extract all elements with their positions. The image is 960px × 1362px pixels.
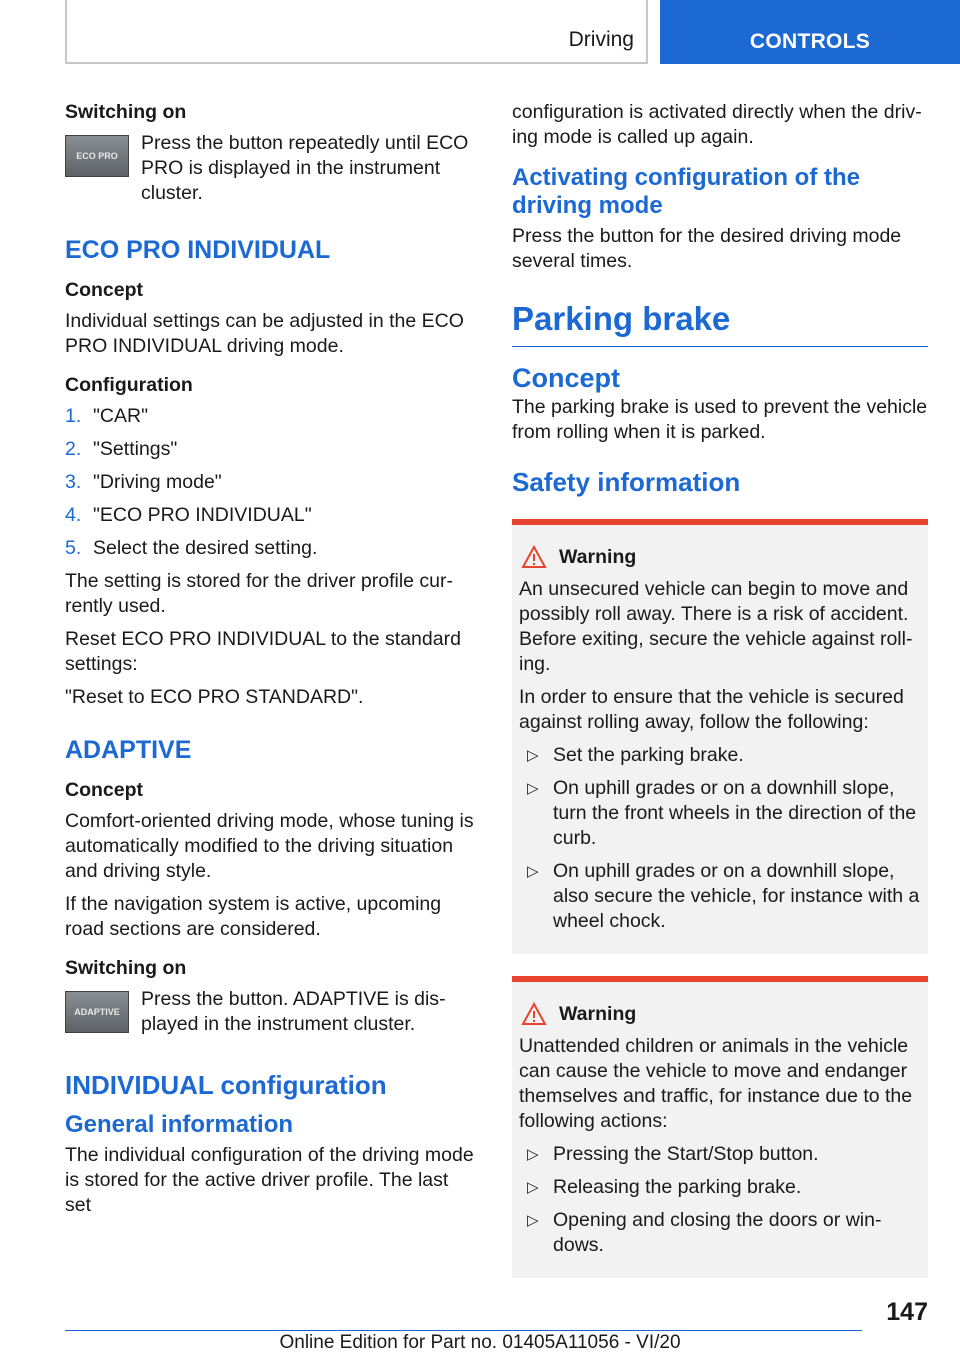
step-item: 5. Select the desired setting. <box>65 537 318 559</box>
left-column <box>65 100 477 1226</box>
activating-configuration-heading: Activating configuration of the driving mode <box>512 164 860 219</box>
general-text: The individual configuration of the driving mode is stored for the active driver profile. The last set <box>65 1144 474 1216</box>
parking-brake-heading: Parking brake <box>512 300 731 337</box>
switching-on-heading: Switching on <box>65 101 187 123</box>
continued-text: configuration is activated directly when the driving mode is called up again. <box>512 101 922 148</box>
safety-information-heading: Safety information <box>512 467 741 497</box>
warning-1-text-1: An unsecured vehicle can begin to move and possibly roll away. There is a risk of accident. Before exiting, secure the vehicle against rolling. <box>519 578 913 675</box>
bullet-triangle-icon: ▷ <box>527 780 539 797</box>
warning-triangle-icon <box>521 545 547 569</box>
bullet-item: ▷ Releasing the parking brake. <box>519 1175 920 1200</box>
page-number: 147 <box>886 1298 928 1326</box>
reset-value: "Reset to ECO PRO STANDARD". <box>65 686 364 708</box>
eco-pro-button-row <box>65 131 477 206</box>
bullet-item: ▷ On uphill grades or on a downhill slope, turn the front wheels in the direction of the curb. <box>519 776 920 851</box>
adaptive-concept-heading: Concept <box>65 779 143 801</box>
header-section-box <box>65 0 648 64</box>
stored-text: The setting is stored for the driver profile currently used. <box>65 570 453 617</box>
warning-1-bullets <box>519 743 920 934</box>
warning-header-2 <box>519 1002 920 1026</box>
eco-pro-individual-heading: ECO PRO INDIVIDUAL <box>65 236 331 264</box>
concept-heading: Concept <box>65 279 143 301</box>
warning-header-1 <box>519 545 920 569</box>
reset-text: Reset ECO PRO INDIVIDUAL to the standard settings: <box>65 628 461 675</box>
footer-edition-text: Online Edition for Part no. 01405A11056 - VI/20 <box>279 1332 681 1353</box>
bullet-item: ▷ Pressing the Start/Stop button. <box>519 1142 920 1167</box>
activating-text: Press the button for the desired driving mode several times. <box>512 225 902 272</box>
concept-heading-right: Concept <box>512 363 620 393</box>
warning-title-2: Warning <box>559 1002 637 1025</box>
step-item: 3. "Driving mode" <box>65 471 222 493</box>
warning-box-1 <box>512 519 928 954</box>
adaptive-switching-on-heading: Switching on <box>65 957 187 979</box>
footer-divider <box>65 1330 862 1331</box>
header-section-title: Driving <box>568 28 634 51</box>
warning-title-1: Warning <box>559 545 637 568</box>
right-column <box>512 100 928 1300</box>
adaptive-text-1: Comfort-oriented driving mode, whose tuning is automatically modified to the driving situation and driving style. <box>65 810 474 882</box>
adaptive-text-2: If the navigation system is active, upcoming road sections are considered. <box>65 893 442 940</box>
header-chapter-tab: CONTROLS <box>660 0 960 64</box>
step-item: 1. "CAR" <box>65 405 149 427</box>
warning-2-bullets <box>519 1142 920 1258</box>
adaptive-button-row <box>65 987 477 1037</box>
step-item: 4. "ECO PRO INDIVIDUAL" <box>65 504 312 526</box>
concept-text: Individual settings can be adjusted in the ECO PRO INDIVIDUAL driving mode. <box>65 310 464 357</box>
adaptive-heading: ADAPTIVE <box>65 736 192 764</box>
bullet-item: ▷ Opening and closing the doors or windows. <box>519 1208 920 1258</box>
bullet-triangle-icon: ▷ <box>527 1146 539 1163</box>
general-information-heading: General information <box>65 1111 294 1138</box>
adaptive-button-icon: ADAPTIVE <box>65 991 129 1033</box>
configuration-heading: Configuration <box>65 374 193 396</box>
bullet-triangle-icon: ▷ <box>527 1179 539 1196</box>
bullet-triangle-icon: ▷ <box>527 863 539 880</box>
warning-2-text-1: Unattended children or animals in the vehicle can cause the vehicle to move and endanger themselves and traffic, for instance due to the following actions: <box>519 1035 913 1132</box>
eco-pro-button-text: Press the button repeatedly until ECO PRO is displayed in the instrument cluster. <box>141 132 469 204</box>
concept-text-right: The parking brake is used to prevent the vehicle from rolling when it is parked. <box>512 396 928 443</box>
warning-box-2 <box>512 976 928 1278</box>
eco-pro-button-icon: ECO PRO <box>65 135 129 177</box>
bullet-triangle-icon: ▷ <box>527 747 539 764</box>
bullet-item: ▷ Set the parking brake. <box>519 743 920 768</box>
parking-brake-heading-block <box>512 300 928 347</box>
bullet-item: ▷ On uphill grades or on a downhill slope, also secure the vehicle, for instance with a wheel chock. <box>519 859 920 934</box>
adaptive-button-text: Press the button. ADAPTIVE is displayed in the instrument cluster. <box>141 988 446 1035</box>
step-item: 2. "Settings" <box>65 438 178 460</box>
configuration-steps <box>65 404 477 561</box>
warning-1-text-2: In order to ensure that the vehicle is secured against rolling away, follow the following: <box>519 686 904 733</box>
individual-configuration-heading: INDIVIDUAL configuration <box>65 1070 387 1100</box>
bullet-triangle-icon: ▷ <box>527 1212 539 1229</box>
warning-triangle-icon <box>521 1002 547 1026</box>
